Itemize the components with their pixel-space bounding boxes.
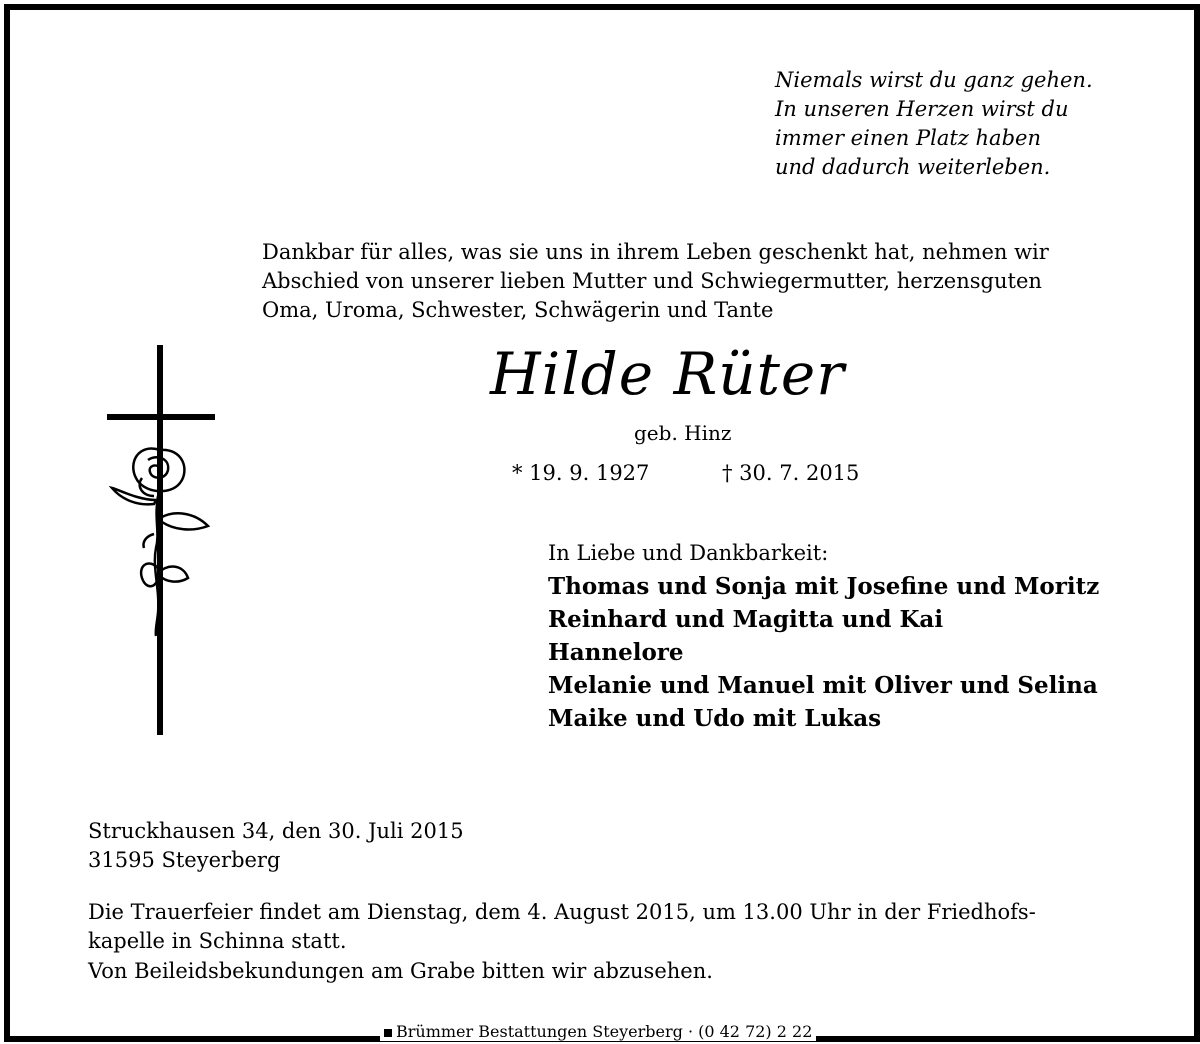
cross-bar — [107, 414, 215, 420]
family-list — [548, 570, 1099, 735]
family-member: Melanie und Manuel mit Oliver und Selina — [548, 672, 1098, 699]
family-member: Maike und Udo mit Lukas — [548, 705, 882, 732]
birth-date: * 19. 9. 1927 — [512, 461, 650, 485]
death-date: † 30. 7. 2015 — [722, 461, 860, 485]
family-heading: In Liebe und Dankbarkeit: — [548, 541, 829, 565]
address: Struckhausen 34, den 30. Juli 2015 31595 Steyerberg — [88, 819, 464, 872]
funeral-notice: Die Trauerfeier findet am Dienstag, dem 4. August 2015, um 13.00 Uhr in der Friedhofs- kapelle in Schinna statt. — [88, 900, 1036, 953]
deceased-name: Hilde Rüter — [490, 340, 845, 408]
footer-text: Brümmer Bestattungen Steyerberg · (0 42 72) 2 22 — [396, 1022, 813, 1041]
maiden-name: geb. Hinz — [634, 421, 732, 445]
rose-icon — [108, 438, 218, 638]
footer — [380, 1022, 816, 1041]
condolence-notice: Von Beileidsbekundungen am Grabe bitten wir abzusehen. — [88, 959, 713, 983]
family-member: Thomas und Sonja mit Josefine und Moritz — [548, 573, 1100, 600]
poem: Niemals wirst du ganz gehen. In unseren Herzen wirst du immer einen Platz haben und dadurch weiterleben. — [775, 68, 1093, 179]
square-icon — [384, 1029, 392, 1037]
family-member: Reinhard und Magitta und Kai — [548, 606, 944, 633]
family-member: Hannelore — [548, 639, 684, 666]
intro-text: Dankbar für alles, was sie uns in ihrem Leben geschenkt hat, nehmen wir Abschied von unserer lieben Mutter und Schwiegermutter, herzensguten Oma, Uroma, Schwester, Schwägerin und Tante — [262, 240, 1049, 322]
